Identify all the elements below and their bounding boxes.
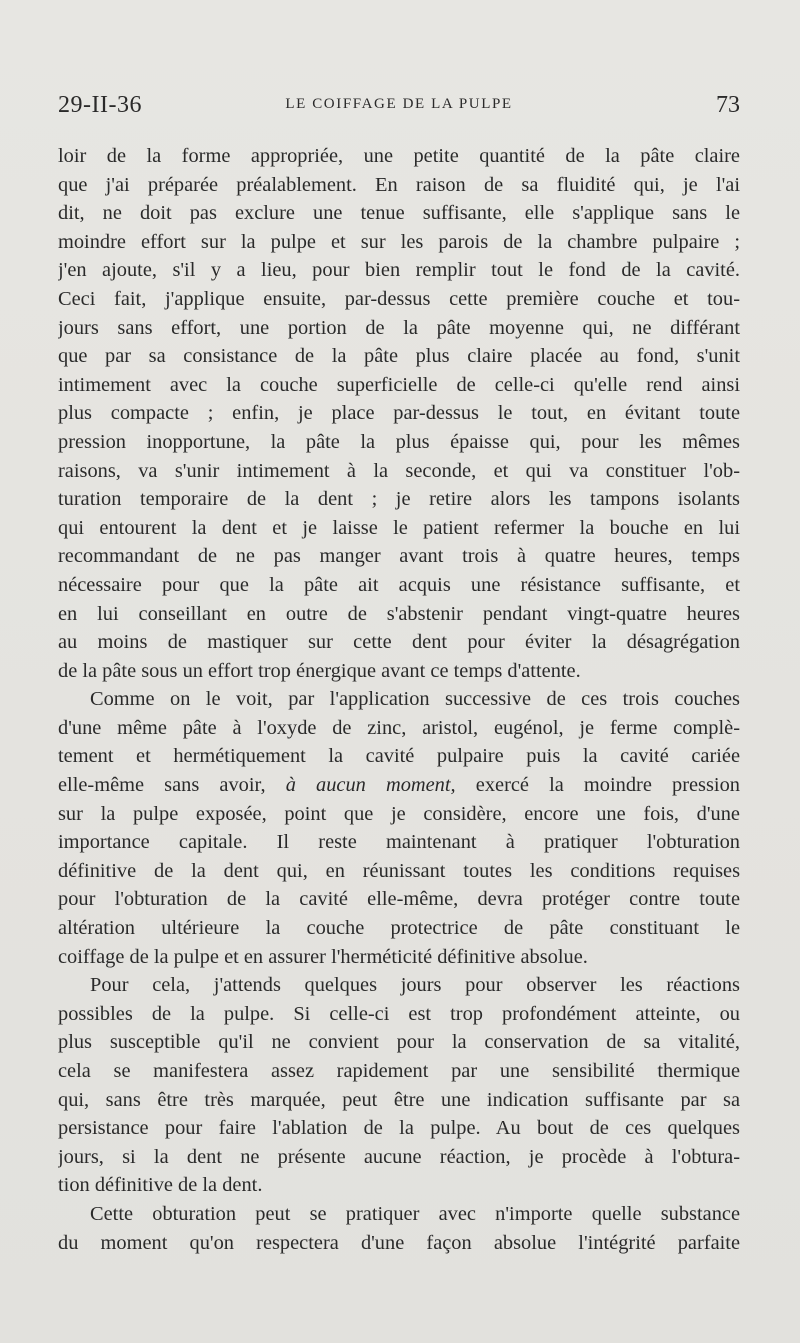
text-line: j'en ajoute, s'il y a lieu, pour bien remplir tout le fond de la cavité. <box>58 259 740 282</box>
text-line: au moins de mastiquer sur cette dent pour éviter la désagrégation <box>58 631 740 654</box>
text-line: que par sa consistance de la pâte plus claire placée au fond, s'unit <box>58 345 740 368</box>
body-text <box>58 142 740 1257</box>
text-line: pression inopportune, la pâte la plus épaisse qui, pour les mêmes <box>58 430 740 453</box>
text-line: Cette obturation peut se pratiquer avec n'importe quelle substance <box>90 1202 740 1225</box>
text-line: raisons, va s'unir intimement à la seconde, et qui va constituer l'ob- <box>58 459 740 482</box>
text-line: tement et hermétiquement la cavité pulpaire puis la cavité cariée <box>58 745 740 768</box>
text-line: persistance pour faire l'ablation de la pulpe. Au bout de ces quelques <box>58 1117 740 1140</box>
text-line: moindre effort sur la pulpe et sur les parois de la chambre pulpaire ; <box>58 230 740 253</box>
paragraph-4 <box>58 1200 740 1257</box>
text-line: plus compacte ; enfin, je place par-dessus le tout, en évitant toute <box>58 402 740 425</box>
paragraph-3 <box>58 971 740 1200</box>
text-line: Ceci fait, j'applique ensuite, par-dessus cette première couche et tou- <box>58 287 740 310</box>
text-line: altération ultérieure la couche protectrice de pâte constituant le <box>58 917 740 940</box>
text-line: définitive de la dent qui, en réunissant toutes les conditions requises <box>58 859 740 882</box>
text-line: intimement avec la couche superficielle de celle-ci qu'elle rend ainsi <box>58 373 740 396</box>
text-line: tion définitive de la dent. <box>58 1174 263 1197</box>
page-number: 73 <box>716 92 740 118</box>
text-line: dit, ne doit pas exclure une tenue suffisante, elle s'applique sans le <box>58 202 740 225</box>
text-line: turation temporaire de la dent ; je retire alors les tampons isolants <box>58 488 740 511</box>
text-line: en lui conseillant en outre de s'abstenir pendant vingt-quatre heures <box>58 602 740 625</box>
text-line: importance capitale. Il reste maintenant à pratiquer l'obturation <box>58 831 740 854</box>
text-line: Comme on le voit, par l'application successive de ces trois couches <box>90 688 740 711</box>
text-line: nécessaire pour que la pâte ait acquis une résistance suffisante, et <box>58 573 740 596</box>
paragraph-1 <box>58 142 740 685</box>
text-line: que j'ai préparée préalablement. En raison de sa fluidité qui, je l'ai <box>58 173 740 196</box>
italic-phrase: à aucun moment, <box>285 774 456 797</box>
text-line: du moment qu'on respectera d'une façon absolue l'intégrité parfaite <box>58 1231 740 1254</box>
text-line: jours sans effort, une portion de la pâte moyenne qui, ne différant <box>58 316 740 339</box>
paragraph-2 <box>58 685 740 971</box>
text-line-with-italic <box>58 771 740 800</box>
text-line: plus susceptible qu'il ne convient pour la conservation de sa vitalité, <box>58 1031 740 1054</box>
text-line: sur la pulpe exposée, point que je considère, encore une fois, d'une <box>58 802 740 825</box>
text-line: d'une même pâte à l'oxyde de zinc, aristol, eugénol, je ferme complè- <box>58 716 740 739</box>
text-line: qui, sans être très marquée, peut être une indication suffisante par sa <box>58 1088 740 1111</box>
text-line: coiffage de la pulpe et en assurer l'herméticité définitive absolue. <box>58 945 588 968</box>
text-segment: exercé la moindre pression <box>475 774 740 797</box>
text-segment: elle-même sans avoir, <box>58 774 266 797</box>
text-line: cela se manifestera assez rapidement par une sensibilité thermique <box>58 1060 740 1082</box>
header-date: 29-II-36 <box>58 92 142 118</box>
text-line: jours, si la dent ne présente aucune réaction, je procède à l'obtura- <box>58 1145 740 1168</box>
text-line: possibles de la pulpe. Si celle-ci est trop profondément atteinte, ou <box>58 1002 740 1025</box>
text-line: Pour cela, j'attends quelques jours pour observer les réactions <box>90 974 740 997</box>
text-line: pour l'obturation de la cavité elle-même, devra protéger contre toute <box>58 888 740 911</box>
running-head <box>58 92 740 122</box>
text-line: de la pâte sous un effort trop énergique avant ce temps d'attente. <box>58 659 581 682</box>
text-line: loir de la forme appropriée, une petite quantité de la pâte claire <box>58 145 740 167</box>
text-line: qui entourent la dent et je laisse le patient refermer la bouche en lui <box>58 516 740 539</box>
text-line: recommandant de ne pas manger avant trois à quatre heures, temps <box>58 545 740 568</box>
header-title: LE COIFFAGE DE LA PULPE <box>285 96 513 112</box>
